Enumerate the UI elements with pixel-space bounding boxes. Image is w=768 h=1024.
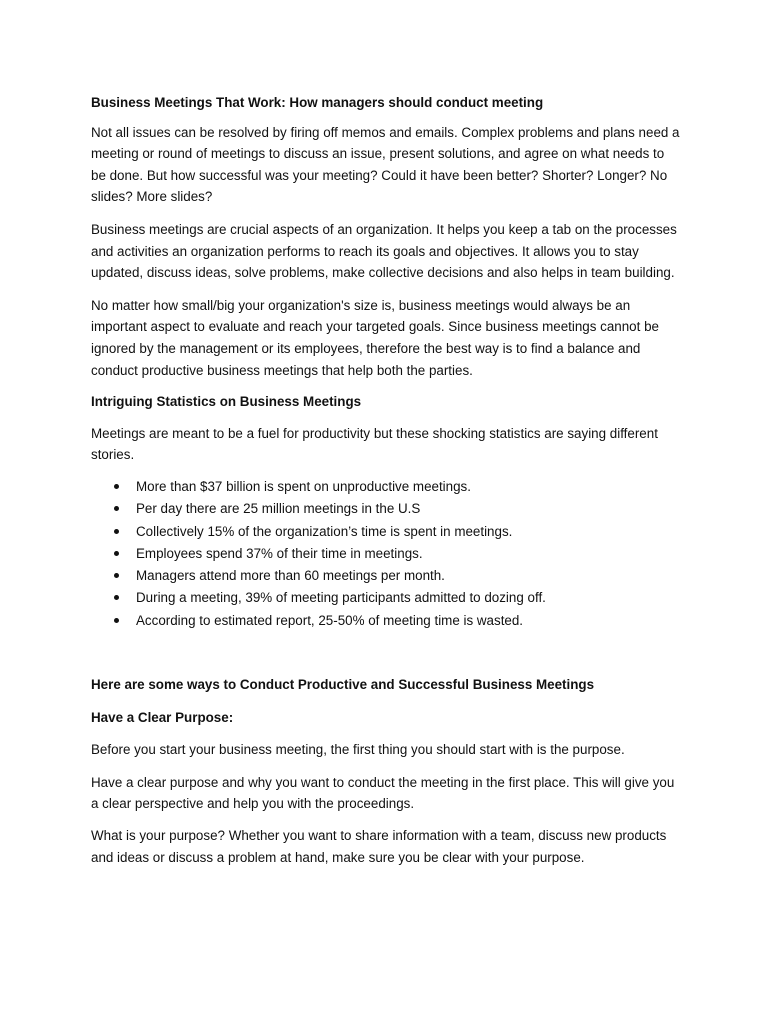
statistics-list — [91, 476, 681, 632]
document-body — [91, 92, 681, 868]
importance-paragraph: Business meetings are crucial aspects of an organization. It helps you keep a tab on the processes and activities an organization performs to reach its goals and objectives. It allows you to stay updated, discuss ideas, solve problems, make collective decisions and also helps in team building. — [91, 221, 677, 281]
list-item-text: Collectively 15% of the organization’s time is spent in meetings. — [136, 523, 513, 539]
list-item-text: During a meeting, 39% of meeting participants admitted to dozing off. — [136, 590, 546, 606]
list-item-text: Per day there are 25 million meetings in the U.S — [136, 501, 421, 517]
bullet-icon — [114, 573, 119, 578]
statistics-heading: Intriguing Statistics on Business Meetings — [91, 394, 362, 410]
list-item-text: Employees spend 37% of their time in meetings. — [136, 545, 423, 561]
purpose-question-paragraph: What is your purpose? Whether you want to share information with a team, discuss new products and ideas or discuss a problem at hand, make sure you be clear with your purpose. — [91, 827, 667, 865]
list-item — [91, 543, 681, 565]
document-title: Business Meetings That Work: How managers should conduct meeting — [91, 95, 544, 110]
balance-paragraph: No matter how small/big your organization's size is, business meetings would always be an important aspect to evaluate and reach your targeted goals. Since business meetings cannot be ignored by the management or its employees, therefore the best way is to find a balance and conduct productive business meetings that help both the parties. — [91, 297, 659, 378]
list-item — [91, 587, 681, 609]
bullet-icon — [114, 529, 119, 534]
list-item — [91, 610, 681, 632]
bullet-icon — [114, 506, 119, 511]
ways-heading: Here are some ways to Conduct Productive and Successful Business Meetings — [91, 676, 595, 692]
purpose-detail-paragraph: Have a clear purpose and why you want to conduct the meeting in the first place. This will give you a clear perspective and help you with the proceedings. — [91, 774, 675, 812]
bullet-icon — [114, 484, 119, 489]
purpose-heading: Have a Clear Purpose: — [91, 709, 234, 725]
statistics-intro-paragraph: Meetings are meant to be a fuel for productivity but these shocking statistics are saying different stories. — [91, 425, 658, 463]
intro-paragraph: Not all issues can be resolved by firing off memos and emails. Complex problems and plans need a meeting or round of meetings to discuss an issue, present solutions, and agree on what needs to be done. But how successful was your meeting? Could it have been better? Shorter? Longer? No slides? More slides? — [91, 124, 680, 205]
purpose-intro-paragraph: Before you start your business meeting, the first thing you should start with is the purpose. — [91, 742, 625, 758]
bullet-icon — [114, 551, 119, 556]
list-item — [91, 521, 681, 543]
list-item — [91, 476, 681, 498]
list-item — [91, 565, 681, 587]
list-item — [91, 498, 681, 520]
list-item-text: More than $37 billion is spent on unproductive meetings. — [136, 478, 471, 494]
bullet-icon — [114, 618, 119, 623]
bullet-icon — [114, 595, 119, 600]
list-item-text: According to estimated report, 25-50% of meeting time is wasted. — [136, 612, 524, 628]
list-item-text: Managers attend more than 60 meetings per month. — [136, 568, 445, 584]
